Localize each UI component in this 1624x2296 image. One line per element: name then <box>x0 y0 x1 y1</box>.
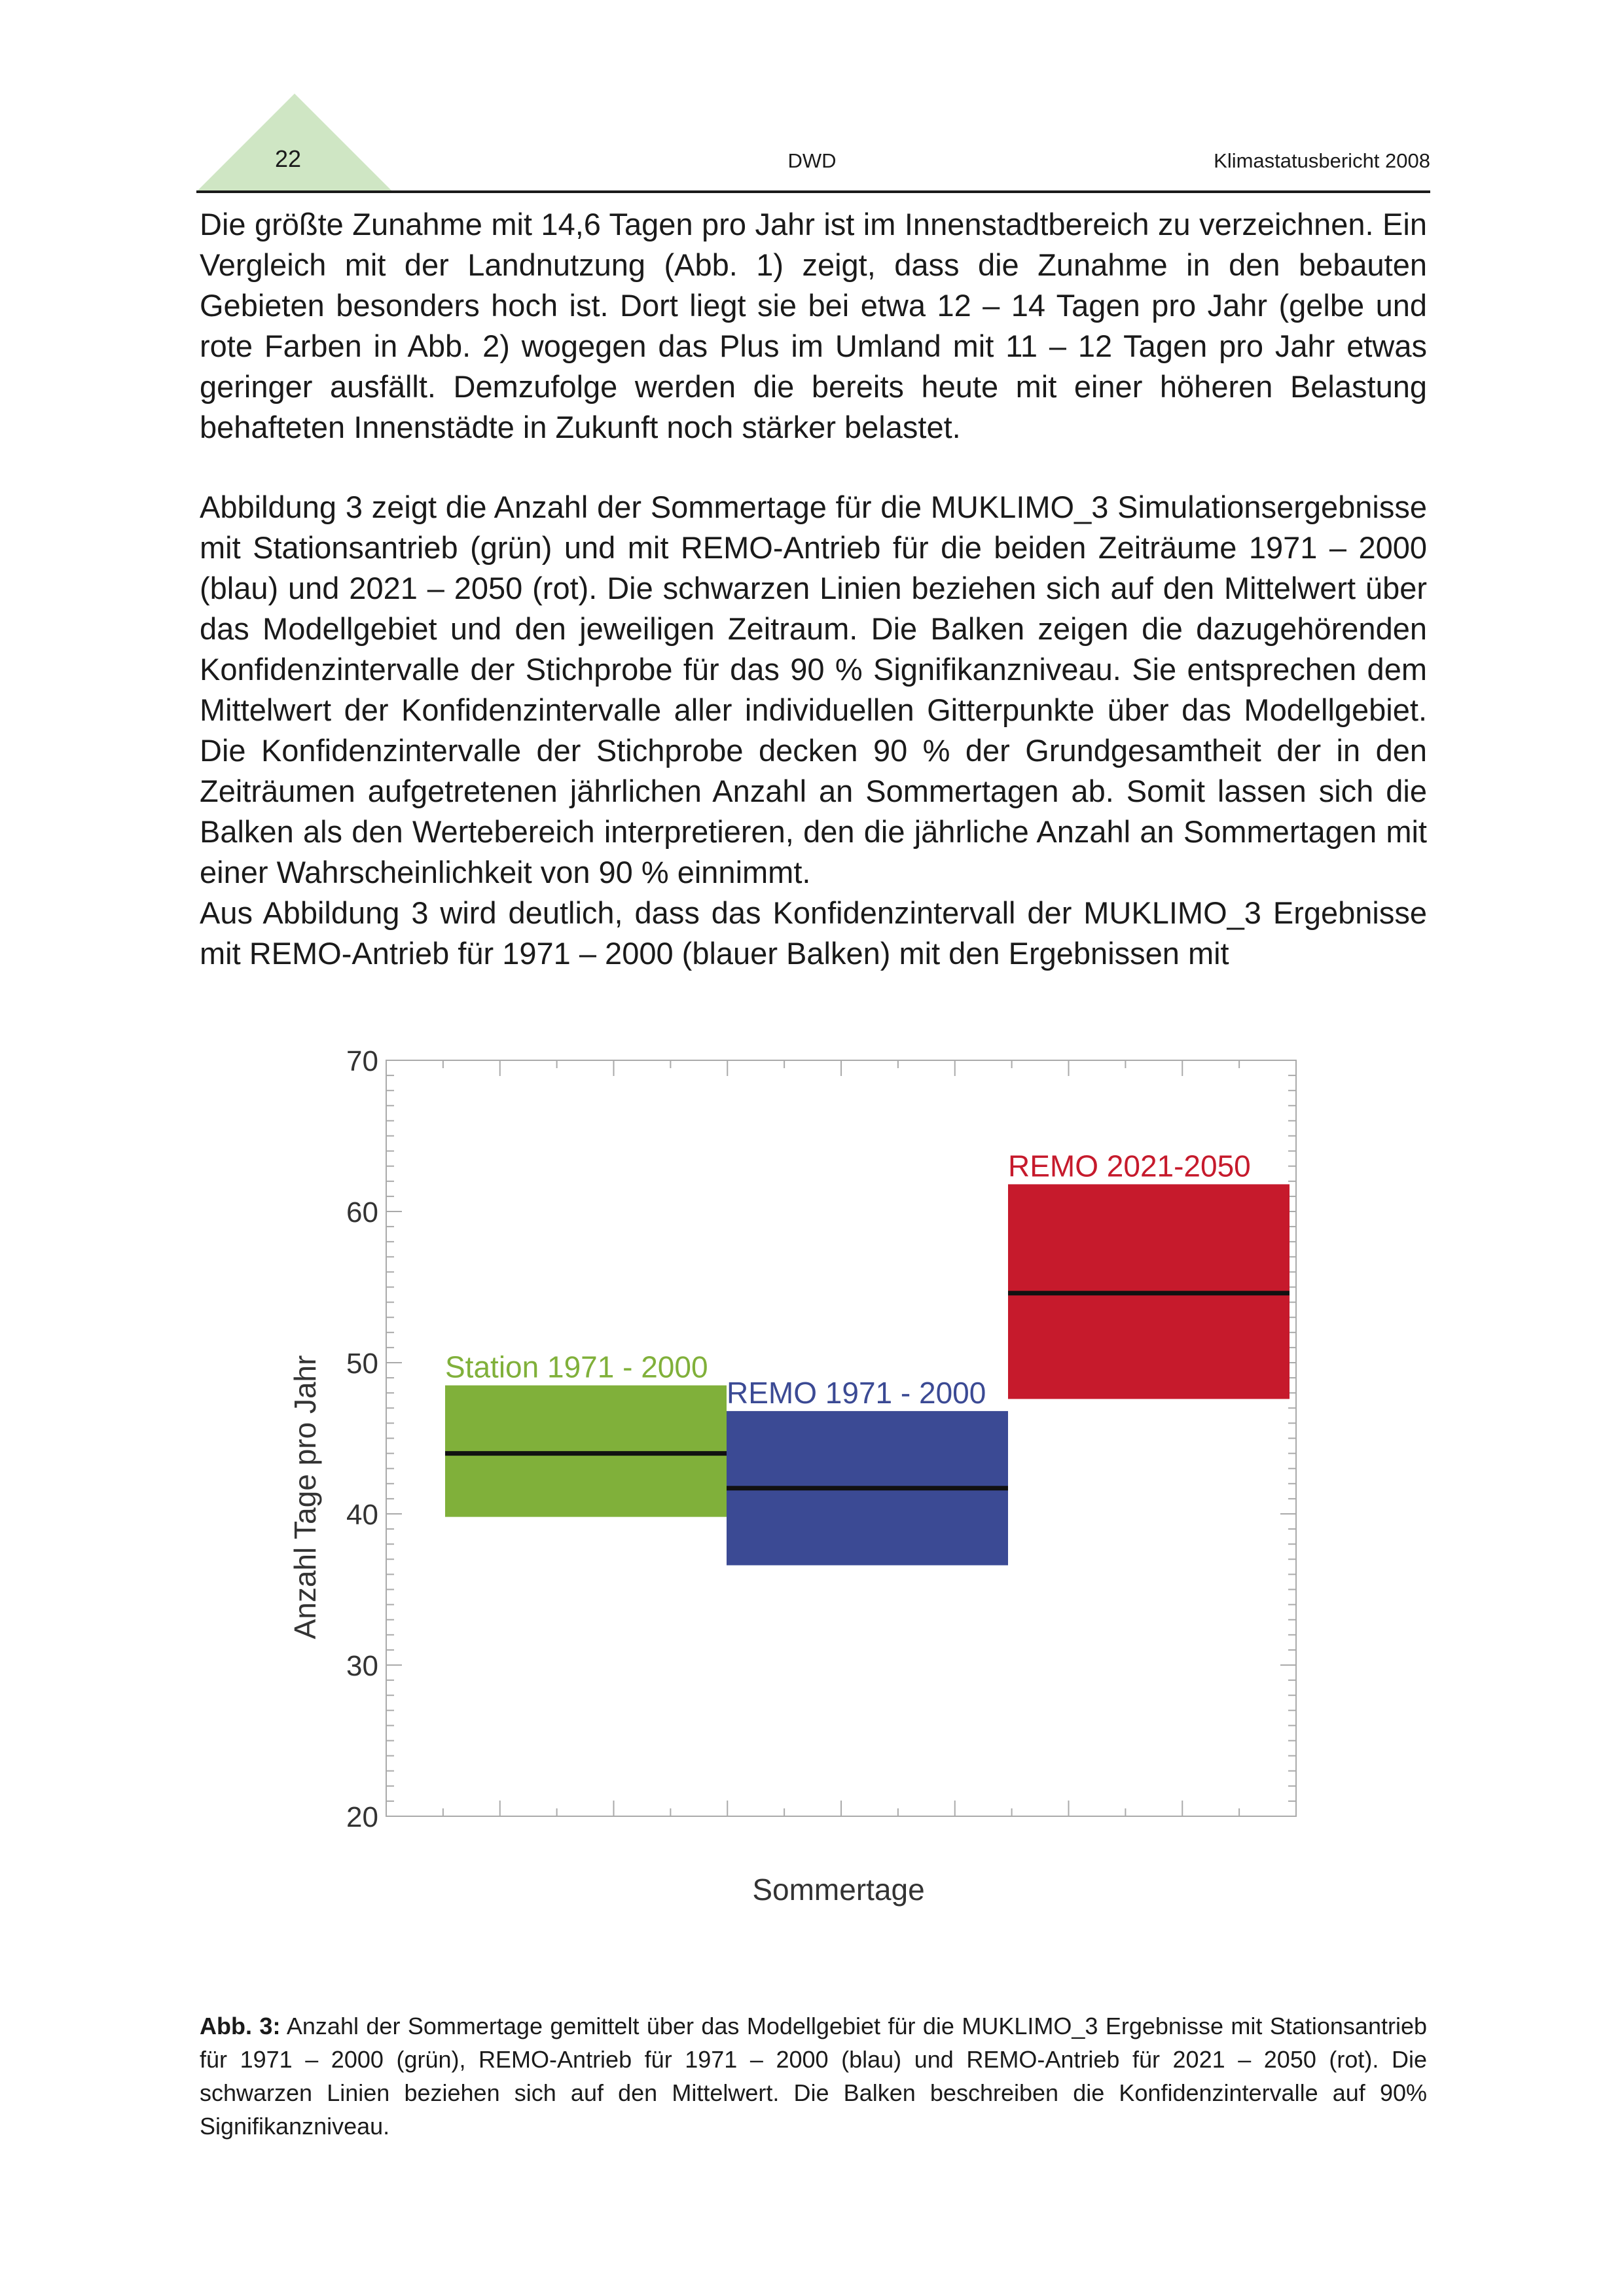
caption-label: Abb. 3: <box>200 2013 281 2039</box>
header-publisher: DWD <box>787 149 837 172</box>
x-axis-label: Sommertage <box>752 1873 925 1907</box>
y-tick-label: 60 <box>346 1196 378 1229</box>
series-label: REMO 1971 - 2000 <box>727 1375 986 1410</box>
page-corner-triangle <box>196 94 393 192</box>
y-axis-label: Anzahl Tage pro Jahr <box>288 1355 322 1640</box>
y-tick-label: 20 <box>346 1801 378 1833</box>
page-number: 22 <box>275 145 302 172</box>
figure-caption <box>200 2009 1427 2143</box>
series-label: Station 1971 - 2000 <box>445 1350 708 1384</box>
page-header <box>0 0 1624 196</box>
header-rule <box>196 190 1430 193</box>
y-tick-label: 40 <box>346 1499 378 1531</box>
body-text <box>200 204 1427 974</box>
series-label: REMO 2021-2050 <box>1008 1149 1251 1183</box>
y-tick-labels <box>346 1047 378 1833</box>
header-report-title: Klimastatusbericht 2008 <box>1214 149 1430 172</box>
y-tick-label: 30 <box>346 1650 378 1682</box>
paragraph-3: Aus Abbildung 3 wird deutlich, dass das Konfidenzintervall der MUKLIMO_3 Ergebnisse mit REMO-Antrieb für 1971 – 2000 (blauer Balken) mit den Ergebnissen mit <box>200 895 1427 971</box>
paragraph-1: Die größte Zunahme mit 14,6 Tagen pro Jahr ist im Innenstadtbereich zu verzeichnen. Ein Vergleich mit der Landnutzung (Abb. 1) zeigt, dass die Zunahme in den bebauten Gebieten besonders hoch ist. Dort liegt sie bei etwa 12 – 14 Tagen pro Jahr (gelbe und rote Farben in Abb. 2) wogegen das Plus im Umland mit 11 – 12 Tagen pro Jahr etwas geringer ausfällt. Demzufolge werden die bereits heute mit einer höheren Belastung behafteten Innenstädte in Zukunft noch stärker belastet. <box>200 207 1427 444</box>
caption-text: Anzahl der Sommertage gemittelt über das Modellgebiet für die MUKLIMO_3 Ergebnisse mit Stationsantrieb für 1971 – 2000 (grün), REMO-Antrieb für 1971 – 2000 (blau) und REMO-Antrieb für 2021 – 2050 (rot). Die schwarzen Linien beziehen sich auf den Mittelwert. Die Balken beschreiben die Konfidenzintervalle auf 90% Signifikanzniveau. <box>200 2013 1427 2140</box>
paragraph-2: Abbildung 3 zeigt die Anzahl der Sommertage für die MUKLIMO_3 Simulationsergebnisse mit Stationsantrieb (grün) und mit REMO-Antrieb für die beiden Zeiträume 1971 – 2000 (blau) und 2021 – 2050 (rot). Die schwarzen Linien beziehen sich auf den Mittelwert über das Modellgebiet und den jeweiligen Zeitraum. Die Balken zeigen die dazugehörenden Konfidenzintervalle der Stichprobe für das 90 % Signifikanzniveau. Sie entsprechen dem Mittelwert der Konfidenzintervalle aller individuellen Gitterpunkte über das Modellgebiet. Die Konfidenzintervalle der Stichprobe decken 90 % der Grundgesamtheit der in den Zeiträumen aufgetretenen jährlichen Anzahl an Sommertagen ab. Somit lassen sich die Balken als den Wertebereich interpretieren, den die jährliche Anzahl an Sommertagen mit einer Wahrscheinlichkeit von 90 % einnimmt. <box>200 490 1427 889</box>
summer-days-chart <box>275 1047 1322 1924</box>
y-tick-label: 70 <box>346 1047 378 1077</box>
y-tick-label: 50 <box>346 1348 378 1380</box>
